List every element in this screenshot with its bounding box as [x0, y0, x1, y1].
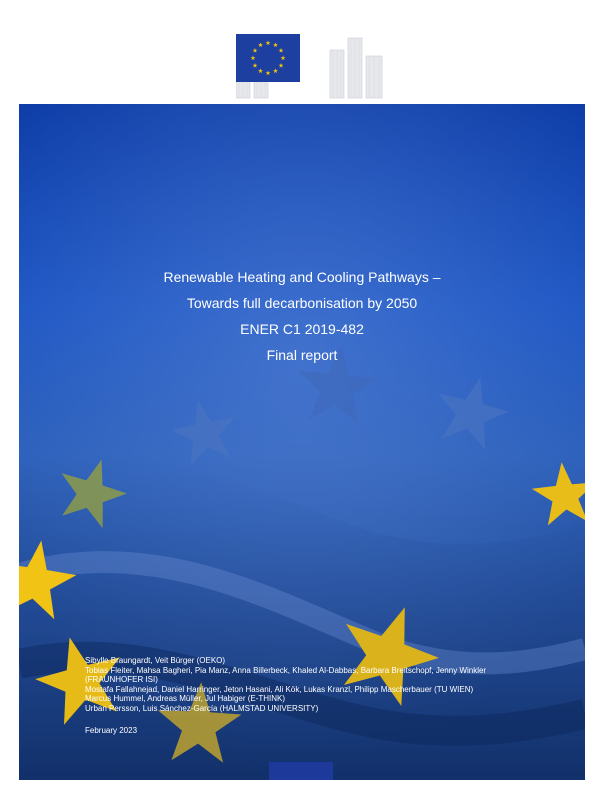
author-line: Mostafa Fallahnejad, Daniel Harringer, Jeton Hasani, Ali Kök, Lukas Kranzl, Philipp Mascherbauer (TU WIEN): [85, 684, 474, 694]
publication-date: February 2023: [85, 726, 138, 735]
report-title: [19, 264, 585, 368]
author-line: Marcus Hummel, Andreas Müller, Jul Habiger (E-THINK): [85, 694, 286, 703]
cover-image: [19, 104, 585, 780]
title-line-1: Renewable Heating and Cooling Pathways –: [163, 269, 441, 285]
author-line: Sibylle Braungardt, Veit Bürger (OEKO): [85, 656, 226, 665]
title-line-3: ENER C1 2019-482: [240, 321, 364, 337]
authors-list: [85, 656, 515, 713]
author-line: Urban Persson, Luis Sánchez-García (HALMSTAD UNIVERSITY): [85, 703, 319, 713]
eu-flag-strip: [269, 762, 333, 780]
title-line-4: Final report: [266, 347, 338, 363]
author-line: Tobias Fleiter, Mahsa Bagheri, Pia Manz, Anna Billerbeck, Khaled Al-Dabbas, Barbara Breitschopf, Jenny Winkler (FRAUNHOFER ISI): [85, 665, 487, 684]
title-line-2: Towards full decarbonisation by 2050: [186, 295, 418, 311]
eu-flag-icon: [236, 34, 300, 82]
